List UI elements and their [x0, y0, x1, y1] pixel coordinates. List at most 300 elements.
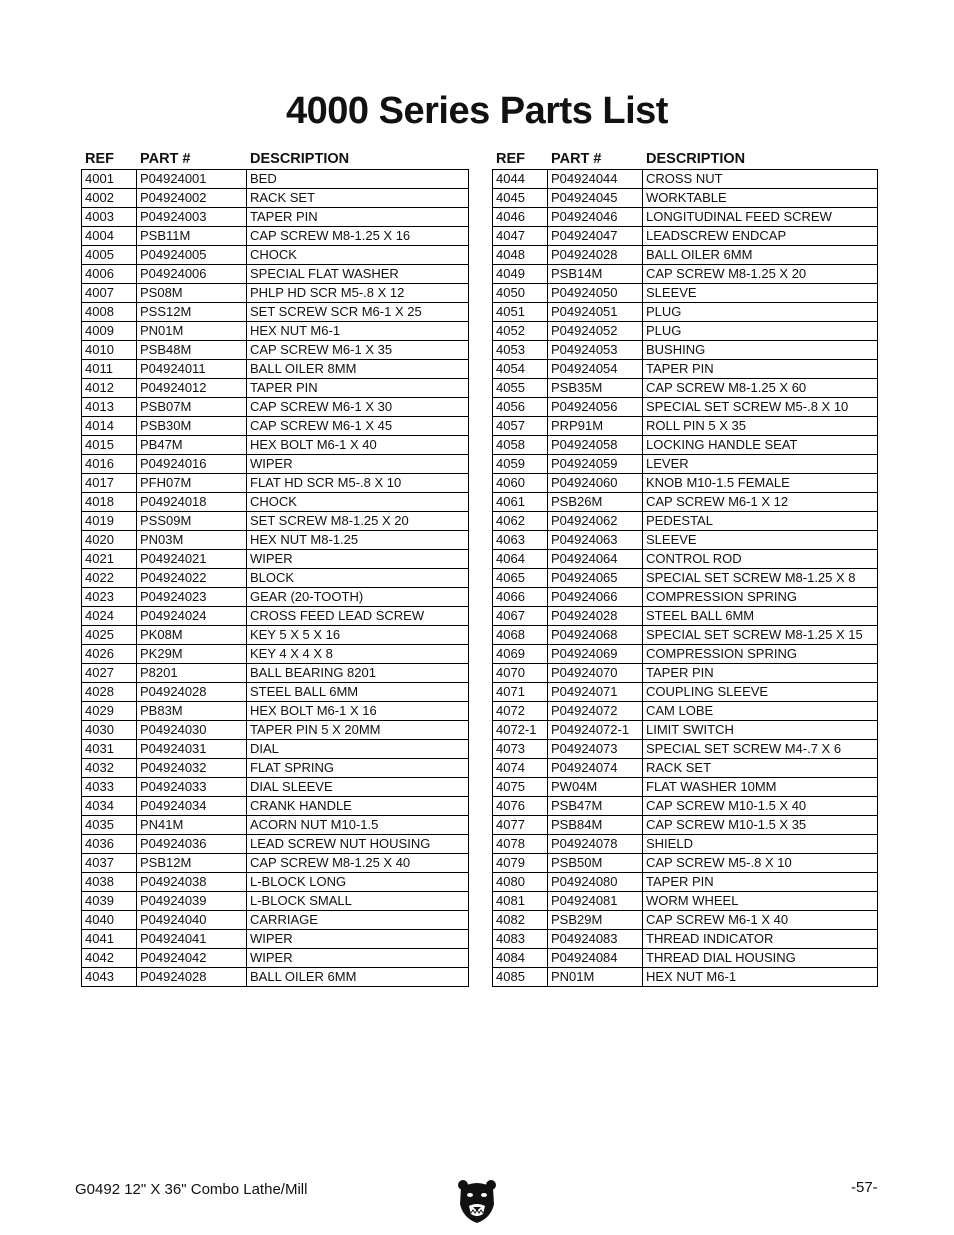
ref-cell: 4072: [496, 703, 525, 718]
part-number-cell: P04924002: [136, 189, 246, 207]
part-number-cell: P04924012: [136, 379, 246, 397]
table-row: [493, 929, 877, 948]
table-row: [493, 397, 877, 416]
ref-cell: 4039: [85, 893, 114, 908]
description-cell: CAP SCREW M8-1.25 X 16: [246, 227, 468, 245]
part-number-cell: P04924040: [136, 911, 246, 929]
ref-cell: 4056: [496, 399, 525, 414]
part-number-cell: P04924046: [547, 208, 642, 226]
part-number-cell: PSB30M: [136, 417, 246, 435]
part-number-cell: PSB48M: [136, 341, 246, 359]
part-number-cell: PSB11M: [136, 227, 246, 245]
table-row: [82, 473, 468, 492]
table-row: [82, 264, 468, 283]
part-number-cell: PSS12M: [136, 303, 246, 321]
description-cell: ACORN NUT M10-1.5: [246, 816, 468, 834]
ref-cell: 4048: [496, 247, 525, 262]
description-cell: ROLL PIN 5 X 35: [642, 417, 877, 435]
ref-cell: 4032: [85, 760, 114, 775]
table-row: [493, 188, 877, 207]
ref-cell: 4051: [496, 304, 525, 319]
description-cell: WIPER: [246, 550, 468, 568]
header-ref: REF: [85, 151, 114, 167]
table-row: [82, 625, 468, 644]
ref-cell: 4002: [85, 190, 114, 205]
table-row: [82, 739, 468, 758]
part-number-cell: P04924056: [547, 398, 642, 416]
description-cell: CROSS FEED LEAD SCREW: [246, 607, 468, 625]
table-row: [82, 245, 468, 264]
part-number-cell: P04924036: [136, 835, 246, 853]
ref-cell: 4037: [85, 855, 114, 870]
part-number-cell: PSB84M: [547, 816, 642, 834]
ref-cell: 4065: [496, 570, 525, 585]
table-row: [82, 910, 468, 929]
ref-cell: 4017: [85, 475, 114, 490]
part-number-cell: P04924001: [136, 170, 246, 188]
description-cell: BALL OILER 6MM: [642, 246, 877, 264]
ref-cell: 4029: [85, 703, 114, 718]
table-row: [493, 530, 877, 549]
part-number-cell: P04924044: [547, 170, 642, 188]
page-number: -57-: [851, 1179, 878, 1196]
description-cell: COUPLING SLEEVE: [642, 683, 877, 701]
table-row: [493, 492, 877, 511]
part-number-cell: P04924028: [136, 968, 246, 986]
ref-cell: 4074: [496, 760, 525, 775]
description-cell: CAP SCREW M8-1.25 X 20: [642, 265, 877, 283]
part-number-cell: P04924023: [136, 588, 246, 606]
table-row: [82, 568, 468, 587]
description-cell: SPECIAL SET SCREW M5-.8 X 10: [642, 398, 877, 416]
ref-cell: 4085: [496, 969, 525, 984]
ref-cell: 4083: [496, 931, 525, 946]
part-number-cell: PSB47M: [547, 797, 642, 815]
description-cell: CRANK HANDLE: [246, 797, 468, 815]
part-number-cell: P04924069: [547, 645, 642, 663]
description-cell: CHOCK: [246, 246, 468, 264]
part-number-cell: P04924011: [136, 360, 246, 378]
ref-cell: 4049: [496, 266, 525, 281]
part-number-cell: P04924038: [136, 873, 246, 891]
description-cell: LIMIT SWITCH: [642, 721, 877, 739]
parts-table-right: [492, 145, 878, 987]
ref-cell: 4071: [496, 684, 525, 699]
ref-cell: 4005: [85, 247, 114, 262]
ref-cell: 4078: [496, 836, 525, 851]
table-row: [82, 170, 468, 188]
table-row: [82, 340, 468, 359]
description-cell: LEAD SCREW NUT HOUSING: [246, 835, 468, 853]
header-description: DESCRIPTION: [250, 151, 350, 167]
part-number-cell: P04924078: [547, 835, 642, 853]
table-row: [82, 777, 468, 796]
description-cell: SPECIAL SET SCREW M4-.7 X 6: [642, 740, 877, 758]
part-number-cell: P04924059: [547, 455, 642, 473]
description-cell: L-BLOCK LONG: [246, 873, 468, 891]
description-cell: CAP SCREW M6-1 X 12: [642, 493, 877, 511]
ref-cell: 4067: [496, 608, 525, 623]
table-row: [82, 435, 468, 454]
table-row: [82, 492, 468, 511]
description-cell: CAP SCREW M8-1.25 X 40: [246, 854, 468, 872]
ref-cell: 4059: [496, 456, 525, 471]
table-row: [82, 929, 468, 948]
description-cell: CAP SCREW M8-1.25 X 60: [642, 379, 877, 397]
table-row: [493, 473, 877, 492]
description-cell: CAP SCREW M10-1.5 X 40: [642, 797, 877, 815]
description-cell: PLUG: [642, 303, 877, 321]
part-number-cell: P04924053: [547, 341, 642, 359]
description-cell: BLOCK: [246, 569, 468, 587]
table-row: [82, 682, 468, 701]
table-row: [493, 302, 877, 321]
description-cell: TAPER PIN: [642, 360, 877, 378]
part-number-cell: PSB35M: [547, 379, 642, 397]
part-number-cell: PN41M: [136, 816, 246, 834]
description-cell: STEEL BALL 6MM: [246, 683, 468, 701]
ref-cell: 4001: [85, 171, 114, 186]
description-cell: CHOCK: [246, 493, 468, 511]
ref-cell: 4047: [496, 228, 525, 243]
table-row: [82, 416, 468, 435]
part-number-cell: PN01M: [547, 968, 642, 986]
part-number-cell: P04924028: [547, 246, 642, 264]
table-row: [82, 606, 468, 625]
table-row: [493, 264, 877, 283]
table-row: [493, 283, 877, 302]
table-row: [82, 397, 468, 416]
part-number-cell: P04924034: [136, 797, 246, 815]
part-number-cell: P04924018: [136, 493, 246, 511]
table-row: [82, 378, 468, 397]
table-row: [493, 948, 877, 967]
part-number-cell: P04924032: [136, 759, 246, 777]
part-number-cell: P04924062: [547, 512, 642, 530]
part-number-cell: P04924072: [547, 702, 642, 720]
ref-cell: 4041: [85, 931, 114, 946]
ref-cell: 4012: [85, 380, 114, 395]
table-row: [493, 701, 877, 720]
table-row: [493, 207, 877, 226]
description-cell: HEX BOLT M6-1 X 40: [246, 436, 468, 454]
part-number-cell: P04924074: [547, 759, 642, 777]
header-ref: REF: [496, 151, 525, 167]
table-row: [82, 283, 468, 302]
part-number-cell: P04924033: [136, 778, 246, 796]
ref-cell: 4022: [85, 570, 114, 585]
part-number-cell: PW04M: [547, 778, 642, 796]
ref-cell: 4069: [496, 646, 525, 661]
part-number-cell: P04924083: [547, 930, 642, 948]
description-cell: HEX NUT M6-1: [246, 322, 468, 340]
part-number-cell: P04924050: [547, 284, 642, 302]
ref-cell: 4038: [85, 874, 114, 889]
part-number-cell: PB83M: [136, 702, 246, 720]
part-number-cell: P04924066: [547, 588, 642, 606]
part-number-cell: P04924084: [547, 949, 642, 967]
ref-cell: 4010: [85, 342, 114, 357]
description-cell: SLEEVE: [642, 284, 877, 302]
ref-cell: 4035: [85, 817, 114, 832]
table-row: [82, 872, 468, 891]
description-cell: BALL BEARING 8201: [246, 664, 468, 682]
table-row: [493, 170, 877, 188]
table-row: [493, 511, 877, 530]
ref-cell: 4006: [85, 266, 114, 281]
ref-cell: 4021: [85, 551, 114, 566]
table-row: [82, 207, 468, 226]
description-cell: WIPER: [246, 949, 468, 967]
description-cell: CAP SCREW M6-1 X 45: [246, 417, 468, 435]
part-number-cell: PSS09M: [136, 512, 246, 530]
table-row: [82, 226, 468, 245]
part-number-cell: PSB14M: [547, 265, 642, 283]
ref-cell: 4036: [85, 836, 114, 851]
ref-cell: 4004: [85, 228, 114, 243]
ref-cell: 4024: [85, 608, 114, 623]
part-number-cell: P04924054: [547, 360, 642, 378]
description-cell: STEEL BALL 6MM: [642, 607, 877, 625]
description-cell: WORKTABLE: [642, 189, 877, 207]
description-cell: CROSS NUT: [642, 170, 877, 188]
ref-cell: 4028: [85, 684, 114, 699]
ref-cell: 4058: [496, 437, 525, 452]
table-row: [82, 530, 468, 549]
table-row: [82, 302, 468, 321]
description-cell: COMPRESSION SPRING: [642, 588, 877, 606]
description-cell: HEX BOLT M6-1 X 16: [246, 702, 468, 720]
part-number-cell: P04924003: [136, 208, 246, 226]
ref-cell: 4079: [496, 855, 525, 870]
header-description: DESCRIPTION: [646, 151, 746, 167]
part-number-cell: P04924022: [136, 569, 246, 587]
table-row: [493, 606, 877, 625]
ref-cell: 4054: [496, 361, 525, 376]
description-cell: FLAT WASHER 10MM: [642, 778, 877, 796]
description-cell: HEX NUT M6-1: [642, 968, 877, 986]
ref-cell: 4080: [496, 874, 525, 889]
table-row: [493, 663, 877, 682]
part-number-cell: P04924042: [136, 949, 246, 967]
part-number-cell: PK08M: [136, 626, 246, 644]
description-cell: LEVER: [642, 455, 877, 473]
description-cell: TAPER PIN: [246, 208, 468, 226]
ref-cell: 4031: [85, 741, 114, 756]
ref-cell: 4057: [496, 418, 525, 433]
ref-cell: 4040: [85, 912, 114, 927]
table-row: [493, 359, 877, 378]
description-cell: PEDESTAL: [642, 512, 877, 530]
table-row: [82, 188, 468, 207]
ref-cell: 4003: [85, 209, 114, 224]
description-cell: TAPER PIN 5 X 20MM: [246, 721, 468, 739]
part-number-cell: P04924060: [547, 474, 642, 492]
description-cell: CARRIAGE: [246, 911, 468, 929]
table-row: [493, 891, 877, 910]
part-number-cell: P04924047: [547, 227, 642, 245]
part-number-cell: P04924039: [136, 892, 246, 910]
table-row: [82, 834, 468, 853]
ref-cell: 4052: [496, 323, 525, 338]
ref-cell: 4007: [85, 285, 114, 300]
table-row: [493, 416, 877, 435]
table-row: [493, 720, 877, 739]
description-cell: CAP SCREW M10-1.5 X 35: [642, 816, 877, 834]
part-number-cell: PFH07M: [136, 474, 246, 492]
description-cell: CAP SCREW M6-1 X 40: [642, 911, 877, 929]
table-row: [493, 796, 877, 815]
part-number-cell: P04924024: [136, 607, 246, 625]
ref-cell: 4055: [496, 380, 525, 395]
part-number-cell: PK29M: [136, 645, 246, 663]
ref-cell: 4064: [496, 551, 525, 566]
part-number-cell: P04924081: [547, 892, 642, 910]
table-row: [493, 625, 877, 644]
description-cell: SHIELD: [642, 835, 877, 853]
description-cell: CAP SCREW M5-.8 X 10: [642, 854, 877, 872]
footer-model: G0492 12" X 36" Combo Lathe/Mill: [75, 1181, 308, 1198]
table-row: [493, 834, 877, 853]
description-cell: SPECIAL SET SCREW M8-1.25 X 8: [642, 569, 877, 587]
part-number-cell: PSB07M: [136, 398, 246, 416]
part-number-cell: P04924028: [547, 607, 642, 625]
ref-cell: 4014: [85, 418, 114, 433]
part-number-cell: P04924072-1: [547, 721, 642, 739]
ref-cell: 4060: [496, 475, 525, 490]
table-row: [82, 796, 468, 815]
part-number-cell: P04924006: [136, 265, 246, 283]
ref-cell: 4070: [496, 665, 525, 680]
ref-cell: 4062: [496, 513, 525, 528]
ref-cell: 4030: [85, 722, 114, 737]
table-row: [493, 758, 877, 777]
ref-cell: 4068: [496, 627, 525, 642]
header-part: PART #: [140, 151, 191, 167]
description-cell: BALL OILER 6MM: [246, 968, 468, 986]
table-row: [493, 587, 877, 606]
table-header: [492, 145, 878, 169]
part-number-cell: PSB12M: [136, 854, 246, 872]
description-cell: FLAT HD SCR M5-.8 X 10: [246, 474, 468, 492]
description-cell: SLEEVE: [642, 531, 877, 549]
table-row: [82, 587, 468, 606]
ref-cell: 4020: [85, 532, 114, 547]
ref-cell: 4033: [85, 779, 114, 794]
ref-cell: 4043: [85, 969, 114, 984]
parts-table-left: [81, 145, 469, 987]
description-cell: PLUG: [642, 322, 877, 340]
part-number-cell: P04924071: [547, 683, 642, 701]
table-row: [82, 853, 468, 872]
table-row: [493, 568, 877, 587]
table-row: [493, 644, 877, 663]
part-number-cell: P04924016: [136, 455, 246, 473]
ref-cell: 4016: [85, 456, 114, 471]
table-row: [82, 720, 468, 739]
table-row: [82, 321, 468, 340]
part-number-cell: P04924080: [547, 873, 642, 891]
ref-cell: 4081: [496, 893, 525, 908]
ref-cell: 4025: [85, 627, 114, 642]
table-row: [493, 245, 877, 264]
part-number-cell: P04924005: [136, 246, 246, 264]
table-row: [493, 340, 877, 359]
table-row: [82, 644, 468, 663]
description-cell: CAP SCREW M6-1 X 30: [246, 398, 468, 416]
ref-cell: 4073: [496, 741, 525, 756]
table-row: [82, 359, 468, 378]
ref-cell: 4076: [496, 798, 525, 813]
part-number-cell: PRP91M: [547, 417, 642, 435]
part-number-cell: PSB50M: [547, 854, 642, 872]
part-number-cell: P04924028: [136, 683, 246, 701]
description-cell: WORM WHEEL: [642, 892, 877, 910]
table-body: [81, 169, 469, 987]
ref-cell: 4063: [496, 532, 525, 547]
description-cell: CAP SCREW M6-1 X 35: [246, 341, 468, 359]
table-row: [82, 454, 468, 473]
table-row: [493, 739, 877, 758]
ref-cell: 4008: [85, 304, 114, 319]
ref-cell: 4011: [85, 361, 113, 376]
description-cell: KNOB M10-1.5 FEMALE: [642, 474, 877, 492]
ref-cell: 4066: [496, 589, 525, 604]
table-row: [82, 663, 468, 682]
part-number-cell: PS08M: [136, 284, 246, 302]
part-number-cell: P04924021: [136, 550, 246, 568]
ref-cell: 4075: [496, 779, 525, 794]
table-row: [82, 758, 468, 777]
part-number-cell: P04924045: [547, 189, 642, 207]
description-cell: COMPRESSION SPRING: [642, 645, 877, 663]
description-cell: BALL OILER 8MM: [246, 360, 468, 378]
part-number-cell: P04924031: [136, 740, 246, 758]
description-cell: BED: [246, 170, 468, 188]
table-row: [493, 682, 877, 701]
part-number-cell: P04924063: [547, 531, 642, 549]
ref-cell: 4034: [85, 798, 114, 813]
ref-cell: 4009: [85, 323, 114, 338]
table-row: [493, 321, 877, 340]
ref-cell: 4046: [496, 209, 525, 224]
ref-cell: 4077: [496, 817, 525, 832]
part-number-cell: PB47M: [136, 436, 246, 454]
table-row: [493, 853, 877, 872]
table-row: [82, 948, 468, 967]
description-cell: LEADSCREW ENDCAP: [642, 227, 877, 245]
table-row: [493, 815, 877, 834]
description-cell: GEAR (20-TOOTH): [246, 588, 468, 606]
part-number-cell: PN03M: [136, 531, 246, 549]
part-number-cell: P04924070: [547, 664, 642, 682]
ref-cell: 4082: [496, 912, 525, 927]
description-cell: DIAL SLEEVE: [246, 778, 468, 796]
description-cell: KEY 5 X 5 X 16: [246, 626, 468, 644]
table-row: [493, 967, 877, 986]
table-header: [81, 145, 469, 169]
table-row: [493, 226, 877, 245]
description-cell: THREAD DIAL HOUSING: [642, 949, 877, 967]
description-cell: RACK SET: [246, 189, 468, 207]
header-part: PART #: [551, 151, 602, 167]
part-number-cell: P04924051: [547, 303, 642, 321]
part-number-cell: PSB26M: [547, 493, 642, 511]
part-number-cell: P04924073: [547, 740, 642, 758]
description-cell: THREAD INDICATOR: [642, 930, 877, 948]
ref-cell: 4026: [85, 646, 114, 661]
description-cell: TAPER PIN: [246, 379, 468, 397]
